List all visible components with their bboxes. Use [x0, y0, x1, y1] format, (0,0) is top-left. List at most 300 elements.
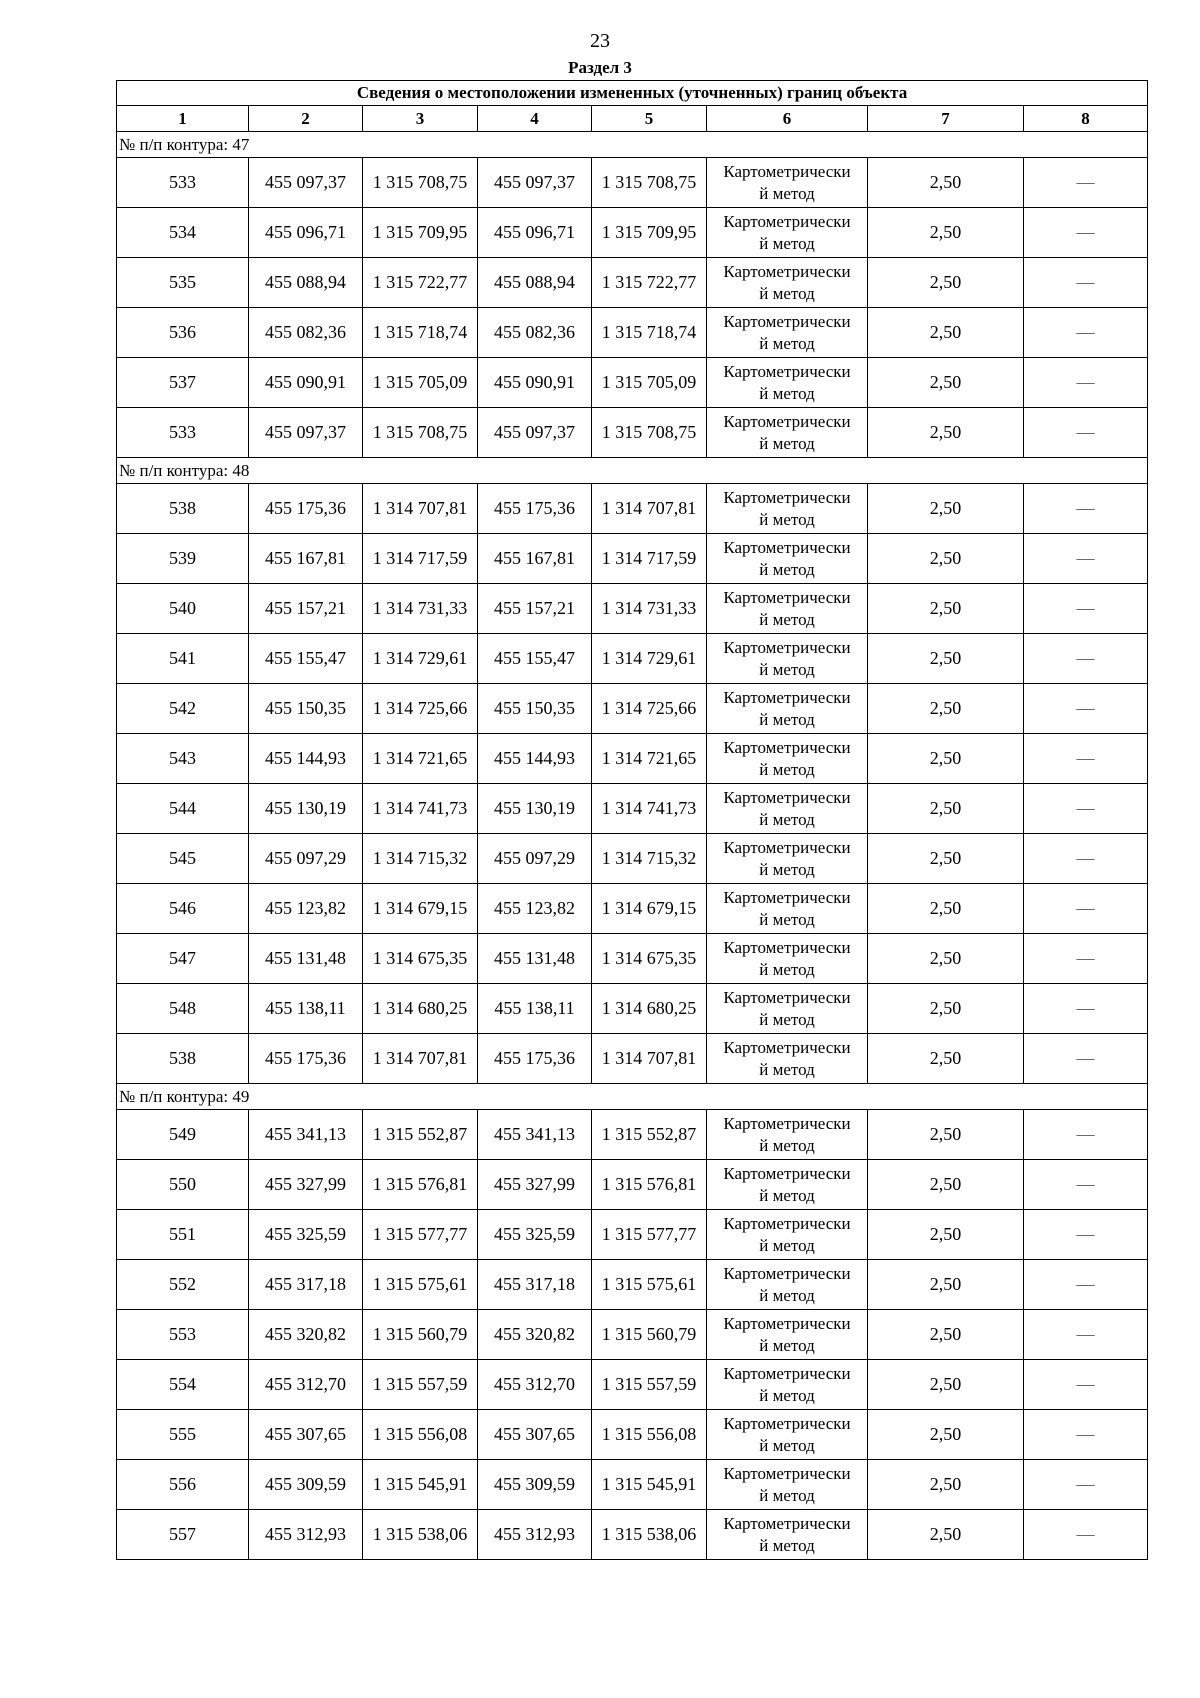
- y-refined-cell: 1 314 731,33: [592, 584, 707, 634]
- y-refined-cell: 1 314 680,25: [592, 984, 707, 1034]
- note-cell: [1024, 1310, 1148, 1360]
- y-coordinate-cell: 1 314 717,59: [363, 534, 478, 584]
- x-refined-cell: 455 312,70: [478, 1360, 592, 1410]
- x-refined-cell: 455 130,19: [478, 784, 592, 834]
- method-line-2: й метод: [759, 233, 815, 253]
- point-number-cell: 550: [117, 1160, 249, 1210]
- dash-mark: —: [1076, 748, 1095, 768]
- dash-mark: —: [1076, 948, 1095, 968]
- method-cell: [707, 258, 868, 308]
- accuracy-cell: 2,50: [868, 208, 1024, 258]
- table-row: [117, 258, 1148, 308]
- method-line-1: Картометрически: [723, 737, 851, 757]
- dash-mark: —: [1076, 1124, 1095, 1144]
- x-refined-cell: 455 123,82: [478, 884, 592, 934]
- y-coordinate-cell: 1 315 538,06: [363, 1510, 478, 1560]
- x-coordinate-cell: 455 167,81: [249, 534, 363, 584]
- y-refined-cell: 1 314 675,35: [592, 934, 707, 984]
- point-number-cell: 533: [117, 158, 249, 208]
- x-refined-cell: 455 131,48: [478, 934, 592, 984]
- accuracy-cell: 2,50: [868, 1360, 1024, 1410]
- method-line-1: Картометрически: [723, 837, 851, 857]
- y-refined-cell: 1 315 705,09: [592, 358, 707, 408]
- accuracy-cell: 2,50: [868, 1310, 1024, 1360]
- method-cell: [707, 1410, 868, 1460]
- method-line-1: Картометрически: [723, 787, 851, 807]
- y-coordinate-cell: 1 314 741,73: [363, 784, 478, 834]
- dash-mark: —: [1076, 648, 1095, 668]
- y-coordinate-cell: 1 315 552,87: [363, 1110, 478, 1160]
- column-number: 7: [868, 106, 1024, 132]
- point-number-cell: 543: [117, 734, 249, 784]
- point-number-cell: 533: [117, 408, 249, 458]
- x-refined-cell: 455 325,59: [478, 1210, 592, 1260]
- accuracy-cell: 2,50: [868, 534, 1024, 584]
- point-number-cell: 546: [117, 884, 249, 934]
- method-line-1: Картометрически: [723, 311, 851, 331]
- method-line-2: й метод: [759, 333, 815, 353]
- y-refined-cell: 1 315 557,59: [592, 1360, 707, 1410]
- y-refined-cell: 1 314 679,15: [592, 884, 707, 934]
- x-refined-cell: 455 320,82: [478, 1310, 592, 1360]
- dash-mark: —: [1076, 548, 1095, 568]
- point-number-cell: 536: [117, 308, 249, 358]
- x-coordinate-cell: 455 320,82: [249, 1310, 363, 1360]
- accuracy-cell: 2,50: [868, 734, 1024, 784]
- table-row: [117, 408, 1148, 458]
- method-cell: [707, 934, 868, 984]
- x-coordinate-cell: 455 341,13: [249, 1110, 363, 1160]
- x-coordinate-cell: 455 130,19: [249, 784, 363, 834]
- method-cell: [707, 784, 868, 834]
- dash-mark: —: [1076, 272, 1095, 292]
- point-number-cell: 545: [117, 834, 249, 884]
- note-cell: [1024, 934, 1148, 984]
- accuracy-cell: 2,50: [868, 934, 1024, 984]
- method-line-1: Картометрически: [723, 1463, 851, 1483]
- y-coordinate-cell: 1 315 708,75: [363, 158, 478, 208]
- method-line-1: Картометрически: [723, 1313, 851, 1333]
- column-number: 5: [592, 106, 707, 132]
- method-line-1: Картометрически: [723, 937, 851, 957]
- note-cell: [1024, 834, 1148, 884]
- x-refined-cell: 455 307,65: [478, 1410, 592, 1460]
- x-refined-cell: 455 097,37: [478, 158, 592, 208]
- x-coordinate-cell: 455 327,99: [249, 1160, 363, 1210]
- table-row: [117, 784, 1148, 834]
- method-line-2: й метод: [759, 1335, 815, 1355]
- x-refined-cell: 455 138,11: [478, 984, 592, 1034]
- method-cell: [707, 534, 868, 584]
- method-cell: [707, 408, 868, 458]
- accuracy-cell: 2,50: [868, 408, 1024, 458]
- y-refined-cell: 1 314 715,32: [592, 834, 707, 884]
- x-coordinate-cell: 455 155,47: [249, 634, 363, 684]
- accuracy-cell: 2,50: [868, 1034, 1024, 1084]
- y-coordinate-cell: 1 314 731,33: [363, 584, 478, 634]
- x-coordinate-cell: 455 307,65: [249, 1410, 363, 1460]
- method-cell: [707, 1110, 868, 1160]
- accuracy-cell: 2,50: [868, 1410, 1024, 1460]
- dash-mark: —: [1076, 172, 1095, 192]
- note-cell: [1024, 1460, 1148, 1510]
- table-row: [117, 634, 1148, 684]
- method-cell: [707, 634, 868, 684]
- method-line-1: Картометрически: [723, 1163, 851, 1183]
- table-row: [117, 308, 1148, 358]
- point-number-cell: 552: [117, 1260, 249, 1310]
- method-cell: [707, 834, 868, 884]
- dash-mark: —: [1076, 898, 1095, 918]
- method-line-1: Картометрически: [723, 887, 851, 907]
- point-number-cell: 541: [117, 634, 249, 684]
- method-line-2: й метод: [759, 1535, 815, 1555]
- note-cell: [1024, 484, 1148, 534]
- point-number-cell: 534: [117, 208, 249, 258]
- y-coordinate-cell: 1 315 560,79: [363, 1310, 478, 1360]
- method-cell: [707, 208, 868, 258]
- accuracy-cell: 2,50: [868, 158, 1024, 208]
- x-coordinate-cell: 455 097,29: [249, 834, 363, 884]
- y-coordinate-cell: 1 314 675,35: [363, 934, 478, 984]
- boundary-coordinates-table: [116, 80, 1148, 1560]
- table-row: [117, 1410, 1148, 1460]
- x-coordinate-cell: 455 325,59: [249, 1210, 363, 1260]
- table-row: [117, 884, 1148, 934]
- y-refined-cell: 1 315 538,06: [592, 1510, 707, 1560]
- note-cell: [1024, 408, 1148, 458]
- accuracy-cell: 2,50: [868, 984, 1024, 1034]
- method-line-2: й метод: [759, 1285, 815, 1305]
- dash-mark: —: [1076, 222, 1095, 242]
- x-refined-cell: 455 144,93: [478, 734, 592, 784]
- table-row: [117, 1260, 1148, 1310]
- x-coordinate-cell: 455 317,18: [249, 1260, 363, 1310]
- table-row: [117, 984, 1148, 1034]
- y-refined-cell: 1 315 556,08: [592, 1410, 707, 1460]
- method-cell: [707, 358, 868, 408]
- note-cell: [1024, 584, 1148, 634]
- contour-label: № п/п контура: 47: [117, 132, 1148, 158]
- x-refined-cell: 455 096,71: [478, 208, 592, 258]
- y-refined-cell: 1 314 707,81: [592, 1034, 707, 1084]
- point-number-cell: 539: [117, 534, 249, 584]
- y-refined-cell: 1 315 560,79: [592, 1310, 707, 1360]
- contour-header-row: [117, 1084, 1148, 1110]
- x-coordinate-cell: 455 131,48: [249, 934, 363, 984]
- method-line-1: Картометрически: [723, 1037, 851, 1057]
- accuracy-cell: 2,50: [868, 358, 1024, 408]
- y-refined-cell: 1 314 729,61: [592, 634, 707, 684]
- note-cell: [1024, 258, 1148, 308]
- method-cell: [707, 158, 868, 208]
- page-number: 23: [590, 30, 610, 52]
- y-coordinate-cell: 1 315 576,81: [363, 1160, 478, 1210]
- method-cell: [707, 1460, 868, 1510]
- point-number-cell: 538: [117, 484, 249, 534]
- x-coordinate-cell: 455 096,71: [249, 208, 363, 258]
- x-refined-cell: 455 312,93: [478, 1510, 592, 1560]
- y-refined-cell: 1 315 576,81: [592, 1160, 707, 1210]
- note-cell: [1024, 984, 1148, 1034]
- accuracy-cell: 2,50: [868, 1210, 1024, 1260]
- note-cell: [1024, 1110, 1148, 1160]
- method-line-1: Картометрически: [723, 487, 851, 507]
- accuracy-cell: 2,50: [868, 1510, 1024, 1560]
- method-line-2: й метод: [759, 1435, 815, 1455]
- y-refined-cell: 1 314 721,65: [592, 734, 707, 784]
- contour-label: № п/п контура: 48: [117, 458, 1148, 484]
- y-coordinate-cell: 1 314 715,32: [363, 834, 478, 884]
- note-cell: [1024, 158, 1148, 208]
- x-refined-cell: 455 309,59: [478, 1460, 592, 1510]
- x-coordinate-cell: 455 088,94: [249, 258, 363, 308]
- method-line-2: й метод: [759, 283, 815, 303]
- point-number-cell: 554: [117, 1360, 249, 1410]
- column-number-row: [117, 106, 1148, 132]
- x-refined-cell: 455 157,21: [478, 584, 592, 634]
- accuracy-cell: 2,50: [868, 884, 1024, 934]
- dash-mark: —: [1076, 498, 1095, 518]
- y-refined-cell: 1 315 709,95: [592, 208, 707, 258]
- dash-mark: —: [1076, 1324, 1095, 1344]
- y-coordinate-cell: 1 314 680,25: [363, 984, 478, 1034]
- point-number-cell: 540: [117, 584, 249, 634]
- x-refined-cell: 455 090,91: [478, 358, 592, 408]
- method-line-1: Картометрически: [723, 587, 851, 607]
- y-coordinate-cell: 1 315 722,77: [363, 258, 478, 308]
- y-coordinate-cell: 1 315 575,61: [363, 1260, 478, 1310]
- note-cell: [1024, 1210, 1148, 1260]
- method-line-2: й метод: [759, 809, 815, 829]
- dash-mark: —: [1076, 998, 1095, 1018]
- y-coordinate-cell: 1 315 557,59: [363, 1360, 478, 1410]
- table-row: [117, 1460, 1148, 1510]
- y-refined-cell: 1 314 707,81: [592, 484, 707, 534]
- method-cell: [707, 484, 868, 534]
- x-coordinate-cell: 455 157,21: [249, 584, 363, 634]
- x-refined-cell: 455 097,29: [478, 834, 592, 884]
- point-number-cell: 547: [117, 934, 249, 984]
- method-line-1: Картометрически: [723, 1413, 851, 1433]
- dash-mark: —: [1076, 848, 1095, 868]
- y-coordinate-cell: 1 315 708,75: [363, 408, 478, 458]
- y-refined-cell: 1 315 708,75: [592, 158, 707, 208]
- dash-mark: —: [1076, 422, 1095, 442]
- note-cell: [1024, 1360, 1148, 1410]
- note-cell: [1024, 1410, 1148, 1460]
- method-cell: [707, 734, 868, 784]
- note-cell: [1024, 634, 1148, 684]
- method-cell: [707, 308, 868, 358]
- y-coordinate-cell: 1 315 709,95: [363, 208, 478, 258]
- method-line-2: й метод: [759, 1009, 815, 1029]
- table-row: [117, 158, 1148, 208]
- y-refined-cell: 1 315 545,91: [592, 1460, 707, 1510]
- column-number: 4: [478, 106, 592, 132]
- table-row: [117, 1360, 1148, 1410]
- x-refined-cell: 455 317,18: [478, 1260, 592, 1310]
- point-number-cell: 556: [117, 1460, 249, 1510]
- contour-header-row: [117, 458, 1148, 484]
- accuracy-cell: 2,50: [868, 258, 1024, 308]
- note-cell: [1024, 884, 1148, 934]
- accuracy-cell: 2,50: [868, 308, 1024, 358]
- x-coordinate-cell: 455 123,82: [249, 884, 363, 934]
- note-cell: [1024, 1510, 1148, 1560]
- method-line-1: Картометрически: [723, 537, 851, 557]
- dash-mark: —: [1076, 1424, 1095, 1444]
- method-cell: [707, 584, 868, 634]
- point-number-cell: 548: [117, 984, 249, 1034]
- column-number: 8: [1024, 106, 1148, 132]
- x-coordinate-cell: 455 082,36: [249, 308, 363, 358]
- dash-mark: —: [1076, 1274, 1095, 1294]
- accuracy-cell: 2,50: [868, 484, 1024, 534]
- contour-header-row: [117, 132, 1148, 158]
- table-row: [117, 1510, 1148, 1560]
- table-caption: Сведения о местоположении измененных (уточненных) границ объекта: [117, 81, 1148, 106]
- note-cell: [1024, 1160, 1148, 1210]
- note-cell: [1024, 358, 1148, 408]
- method-line-2: й метод: [759, 759, 815, 779]
- method-line-1: Картометрически: [723, 1113, 851, 1133]
- y-refined-cell: 1 314 741,73: [592, 784, 707, 834]
- x-coordinate-cell: 455 175,36: [249, 1034, 363, 1084]
- table-row: [117, 734, 1148, 784]
- y-refined-cell: 1 315 575,61: [592, 1260, 707, 1310]
- x-refined-cell: 455 155,47: [478, 634, 592, 684]
- accuracy-cell: 2,50: [868, 784, 1024, 834]
- y-coordinate-cell: 1 314 725,66: [363, 684, 478, 734]
- method-line-1: Картометрически: [723, 1213, 851, 1233]
- method-line-2: й метод: [759, 909, 815, 929]
- method-cell: [707, 1210, 868, 1260]
- point-number-cell: 537: [117, 358, 249, 408]
- point-number-cell: 538: [117, 1034, 249, 1084]
- x-refined-cell: 455 327,99: [478, 1160, 592, 1210]
- dash-mark: —: [1076, 1374, 1095, 1394]
- x-coordinate-cell: 455 175,36: [249, 484, 363, 534]
- point-number-cell: 535: [117, 258, 249, 308]
- accuracy-cell: 2,50: [868, 584, 1024, 634]
- method-line-2: й метод: [759, 1385, 815, 1405]
- method-cell: [707, 1510, 868, 1560]
- point-number-cell: 542: [117, 684, 249, 734]
- table-row: [117, 1160, 1148, 1210]
- table-row: [117, 834, 1148, 884]
- table-row: [117, 484, 1148, 534]
- y-refined-cell: 1 315 577,77: [592, 1210, 707, 1260]
- x-refined-cell: 455 175,36: [478, 1034, 592, 1084]
- table-row: [117, 1210, 1148, 1260]
- method-cell: [707, 684, 868, 734]
- method-line-1: Картометрически: [723, 261, 851, 281]
- method-line-2: й метод: [759, 659, 815, 679]
- method-line-2: й метод: [759, 1135, 815, 1155]
- method-cell: [707, 884, 868, 934]
- table-row: [117, 1034, 1148, 1084]
- x-coordinate-cell: 455 309,59: [249, 1460, 363, 1510]
- method-line-1: Картометрически: [723, 361, 851, 381]
- method-line-2: й метод: [759, 183, 815, 203]
- method-cell: [707, 1310, 868, 1360]
- note-cell: [1024, 1260, 1148, 1310]
- method-line-2: й метод: [759, 709, 815, 729]
- dash-mark: —: [1076, 698, 1095, 718]
- table-row: [117, 934, 1148, 984]
- table-row: [117, 208, 1148, 258]
- y-coordinate-cell: 1 314 721,65: [363, 734, 478, 784]
- dash-mark: —: [1076, 798, 1095, 818]
- x-refined-cell: 455 150,35: [478, 684, 592, 734]
- y-refined-cell: 1 315 552,87: [592, 1110, 707, 1160]
- x-coordinate-cell: 455 312,70: [249, 1360, 363, 1410]
- dash-mark: —: [1076, 372, 1095, 392]
- x-refined-cell: 455 097,37: [478, 408, 592, 458]
- y-coordinate-cell: 1 314 729,61: [363, 634, 478, 684]
- point-number-cell: 553: [117, 1310, 249, 1360]
- point-number-cell: 544: [117, 784, 249, 834]
- x-refined-cell: 455 175,36: [478, 484, 592, 534]
- point-number-cell: 557: [117, 1510, 249, 1560]
- method-line-2: й метод: [759, 1185, 815, 1205]
- y-refined-cell: 1 314 725,66: [592, 684, 707, 734]
- table-row: [117, 584, 1148, 634]
- method-line-1: Картометрически: [723, 211, 851, 231]
- method-line-1: Картометрически: [723, 161, 851, 181]
- note-cell: [1024, 784, 1148, 834]
- x-refined-cell: 455 341,13: [478, 1110, 592, 1160]
- dash-mark: —: [1076, 1224, 1095, 1244]
- note-cell: [1024, 684, 1148, 734]
- method-cell: [707, 1160, 868, 1210]
- y-coordinate-cell: 1 315 718,74: [363, 308, 478, 358]
- method-line-2: й метод: [759, 1235, 815, 1255]
- table-row: [117, 534, 1148, 584]
- x-refined-cell: 455 167,81: [478, 534, 592, 584]
- method-line-2: й метод: [759, 1059, 815, 1079]
- method-line-1: Картометрически: [723, 1263, 851, 1283]
- x-coordinate-cell: 455 090,91: [249, 358, 363, 408]
- method-cell: [707, 1360, 868, 1410]
- dash-mark: —: [1076, 1524, 1095, 1544]
- x-coordinate-cell: 455 097,37: [249, 408, 363, 458]
- column-number: 3: [363, 106, 478, 132]
- accuracy-cell: 2,50: [868, 634, 1024, 684]
- dash-mark: —: [1076, 1048, 1095, 1068]
- y-coordinate-cell: 1 314 707,81: [363, 1034, 478, 1084]
- accuracy-cell: 2,50: [868, 1110, 1024, 1160]
- contour-label: № п/п контура: 49: [117, 1084, 1148, 1110]
- y-coordinate-cell: 1 315 705,09: [363, 358, 478, 408]
- dash-mark: —: [1076, 322, 1095, 342]
- column-number: 6: [707, 106, 868, 132]
- method-cell: [707, 1034, 868, 1084]
- x-coordinate-cell: 455 097,37: [249, 158, 363, 208]
- x-coordinate-cell: 455 150,35: [249, 684, 363, 734]
- method-line-1: Картометрически: [723, 1363, 851, 1383]
- accuracy-cell: 2,50: [868, 834, 1024, 884]
- dash-mark: —: [1076, 598, 1095, 618]
- x-coordinate-cell: 455 138,11: [249, 984, 363, 1034]
- method-line-1: Картометрически: [723, 411, 851, 431]
- accuracy-cell: 2,50: [868, 1460, 1024, 1510]
- y-refined-cell: 1 315 718,74: [592, 308, 707, 358]
- x-refined-cell: 455 088,94: [478, 258, 592, 308]
- method-line-2: й метод: [759, 1485, 815, 1505]
- x-coordinate-cell: 455 144,93: [249, 734, 363, 784]
